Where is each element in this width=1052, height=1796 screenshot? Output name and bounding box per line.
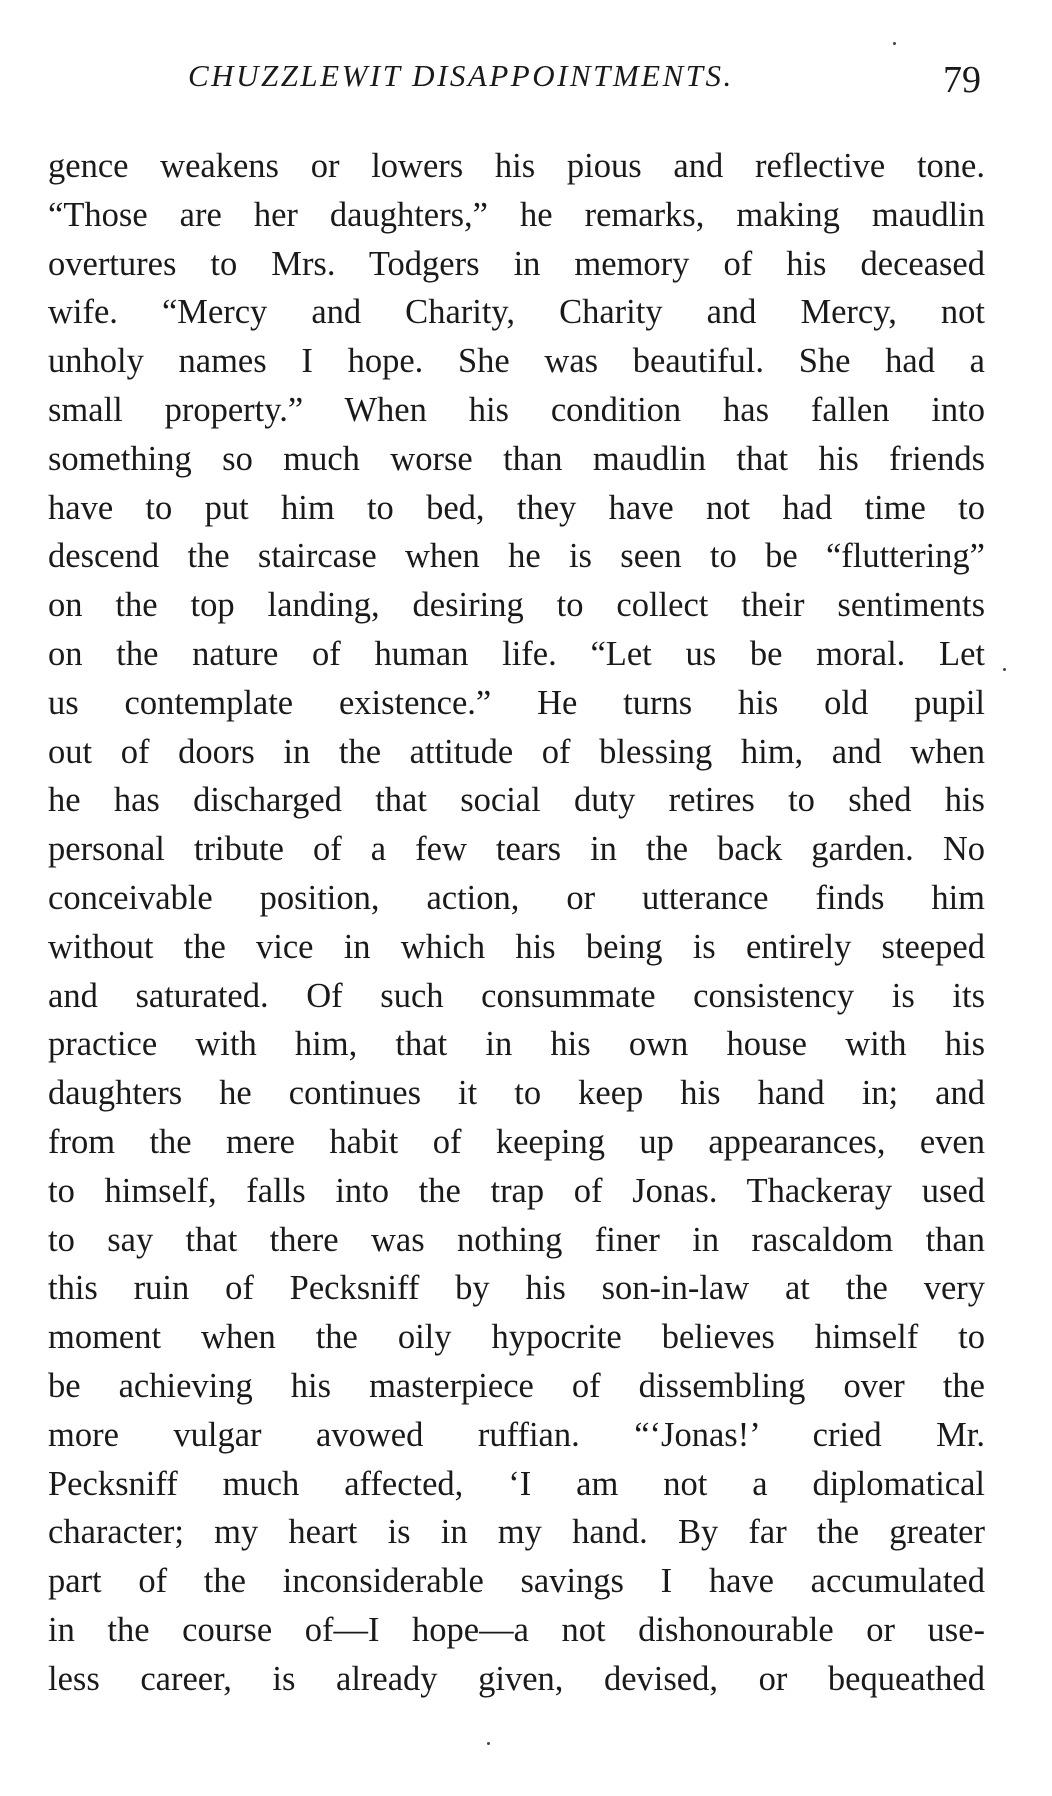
text-line: moment when the oily hypocrite believes himself to [48, 1318, 985, 1357]
text-line: to himself, falls into the trap of Jonas. Thackeray used [48, 1171, 985, 1210]
text-line: on the nature of human life. “Let us be moral. Let [48, 634, 985, 673]
text-line: overtures to Mrs. Todgers in memory of his deceased [48, 244, 985, 283]
text-line: us contemplate existence.” He turns his old pupil [48, 683, 985, 722]
print-speck [1003, 668, 1006, 671]
text-line: unholy names I hope. She was beautiful. She had a [48, 342, 985, 381]
text-line: without the vice in which his being is entirely steeped [48, 927, 985, 966]
text-line: personal tribute of a few tears in the back garden. No [48, 830, 985, 869]
text-line: out of doors in the attitude of blessing him, and when [48, 732, 985, 771]
text-line: descend the staircase when he is seen to be “fluttering” [48, 537, 985, 576]
text-line: “Those are her daughters,” he remarks, making maudlin [48, 195, 985, 234]
text-line: something so much worse than maudlin that his friends [48, 439, 985, 478]
text-line: from the mere habit of keeping up appearances, even [48, 1122, 985, 1161]
text-line: Pecksniff much affected, ‘I am not a diplomatical [48, 1464, 985, 1503]
text-line: have to put him to bed, they have not had time to [48, 488, 985, 527]
text-line: wife. “Mercy and Charity, Charity and Mercy, not [48, 293, 985, 332]
text-line: gence weakens or lowers his pious and reflective tone. [48, 147, 985, 185]
text-line: more vulgar avowed ruffian. “‘Jonas!’ cried Mr. [48, 1415, 985, 1454]
text-line: conceivable position, action, or utterance finds him [48, 878, 985, 917]
print-speck [487, 1742, 490, 1745]
text-line: to say that there was nothing finer in rascaldom than [48, 1220, 985, 1259]
text-line: be achieving his masterpiece of dissembling over the [48, 1366, 985, 1405]
text-line: less career, is already given, devised, or bequeathed [48, 1659, 985, 1698]
text-line: part of the inconsiderable savings I have accumulated [48, 1562, 985, 1601]
text-line: this ruin of Pecksniff by his son-in-law at the very [48, 1269, 985, 1308]
running-title: CHUZZLEWIT DISAPPOINTMENTS. [188, 58, 734, 93]
text-line: daughters he continues it to keep his hand in; and [48, 1074, 985, 1113]
page-number: 79 [943, 59, 981, 101]
text-line: in the course of—I hope—a not dishonourable or use- [48, 1610, 985, 1649]
text-line: on the top landing, desiring to collect their sentiments [48, 586, 985, 625]
body-text [48, 142, 985, 1704]
text-line: and saturated. Of such consummate consistency is its [48, 976, 985, 1015]
text-line: character; my heart is in my hand. By far the greater [48, 1513, 985, 1552]
text-line: practice with him, that in his own house with his [48, 1025, 985, 1064]
running-head [48, 52, 988, 112]
text-line: small property.” When his condition has fallen into [48, 390, 985, 429]
text-line: he has discharged that social duty retires to shed his [48, 781, 985, 820]
print-speck [893, 42, 896, 45]
